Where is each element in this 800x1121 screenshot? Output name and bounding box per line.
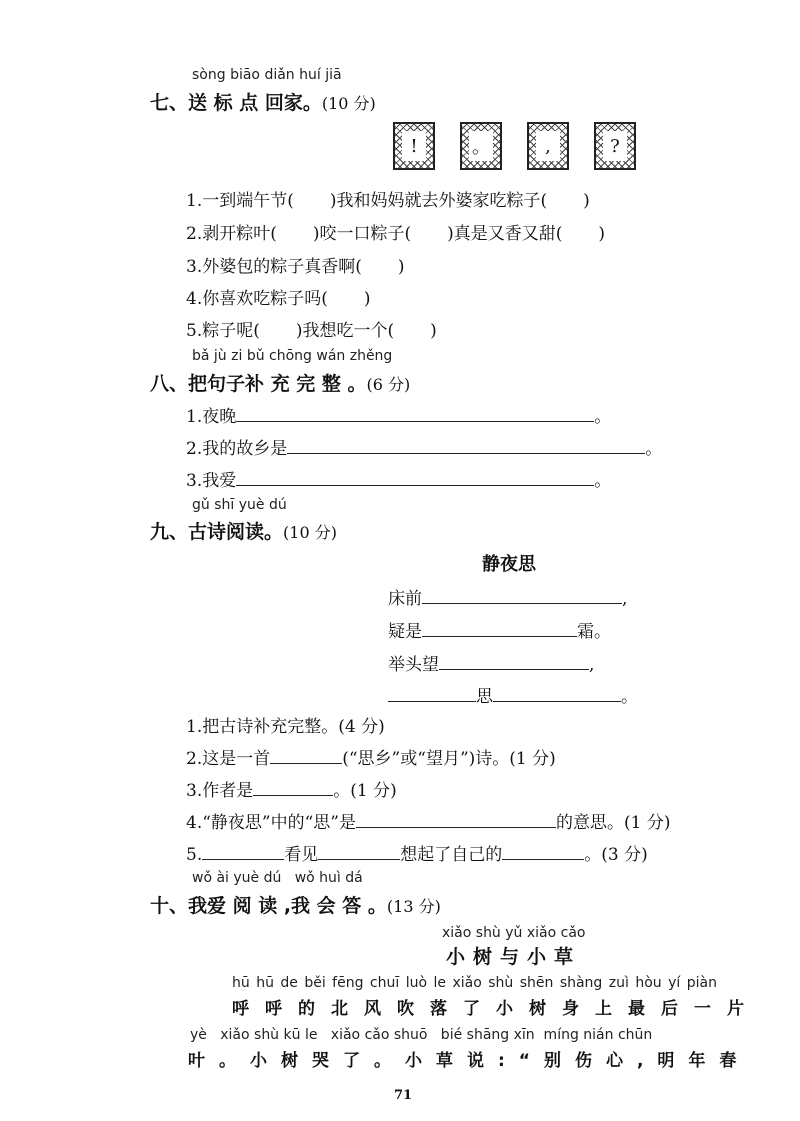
answer-line[interactable] (439, 653, 589, 670)
answer-line[interactable] (493, 685, 621, 702)
text: ) (583, 191, 590, 211)
text: 。 (594, 471, 612, 491)
text: 3.外婆包的粽子真香啊( (186, 257, 362, 277)
punct-mark: 。 (469, 131, 493, 161)
text: )我和妈妈就去外婆家吃粽子( (329, 191, 548, 211)
sec8-item-2 (186, 434, 662, 459)
text: (“思乡”或“望月”)诗。(1 分) (342, 749, 556, 769)
punct-card-exclaim[interactable] (393, 122, 435, 170)
poem-line-4 (388, 682, 638, 707)
text: 1.夜晚 (186, 407, 237, 427)
punct-mark: , (536, 131, 560, 161)
sec8-points: (6 分) (366, 375, 411, 394)
answer-line[interactable] (502, 843, 584, 860)
text: )真是又香又甜( (447, 224, 563, 244)
sec8-item-3 (186, 466, 611, 491)
story-title-pinyin: xiǎo shù yǔ xiǎo cǎo (442, 925, 586, 941)
text: 2.我的故乡是 (186, 439, 288, 459)
text: ) (397, 257, 405, 277)
text: 疑是 (388, 622, 422, 642)
text: 1.一到端午节( (186, 191, 294, 211)
punct-card-question[interactable] (594, 122, 636, 170)
answer-line[interactable] (253, 779, 333, 796)
sec7-points: (10 分) (321, 94, 376, 113)
text: )我想吃一个( (295, 321, 395, 341)
answer-line[interactable] (270, 747, 342, 764)
text: ) (430, 321, 437, 341)
text: 举头望 (388, 655, 439, 675)
sec8-heading (150, 369, 410, 396)
text: 2.剥开粽叶( (186, 224, 277, 244)
punct-mark: ? (603, 131, 627, 161)
punct-card-comma[interactable] (527, 122, 569, 170)
story-line-1: 呼呼的北风吹落了小树身上最后一片 (232, 999, 760, 1019)
sec8-title: 八、把句子补 充 完 整 。 (150, 373, 367, 395)
sec9-q4 (186, 808, 670, 833)
text: ) (598, 224, 606, 244)
sec7-heading (150, 88, 376, 115)
sec7-item-2 (186, 219, 605, 244)
text: 4.你喜欢吃粽子吗( (186, 289, 328, 309)
sec9-title: 九、古诗阅读。 (150, 521, 284, 543)
text: 的意思。(1 分) (555, 813, 671, 833)
answer-line[interactable] (236, 469, 594, 486)
punct-mark: ! (402, 131, 426, 161)
text: , (589, 655, 595, 675)
story-title: 小树与小草 (446, 946, 582, 968)
poem-line-1 (388, 584, 627, 609)
answer-line[interactable] (318, 843, 400, 860)
sec8-pinyin: bǎ jù zi bǔ chōng wán zhěng (192, 348, 393, 364)
text: 霜。 (577, 622, 611, 642)
sec7-pinyin: sòng biāo diǎn huí jiā (192, 67, 342, 83)
sec10-heading (150, 891, 441, 918)
answer-line[interactable] (422, 587, 622, 604)
answer-line[interactable] (388, 685, 476, 702)
text: 。(1 分) (333, 781, 397, 801)
poem-title: 静夜思 (482, 554, 536, 575)
answer-line[interactable] (236, 405, 594, 422)
text: 2.这是一首 (186, 749, 271, 769)
text: , (622, 589, 628, 609)
sec7-item-3 (186, 252, 405, 277)
text: 。(3 分) (584, 845, 648, 865)
sec10-title: 十、我爱 阅 读 ,我 会 答 。 (150, 895, 387, 917)
text: 5. (186, 845, 203, 865)
sec9-q5 (186, 840, 648, 865)
text: 思 (476, 687, 493, 707)
text: 看见 (284, 845, 319, 865)
sec7-item-4 (186, 284, 371, 309)
sec9-q2 (186, 744, 556, 769)
sec9-pinyin: gǔ shī yuè dú (192, 497, 287, 513)
sec9-points: (10 分) (283, 523, 337, 542)
text: 想起了自己的 (400, 845, 503, 865)
punct-card-period[interactable] (460, 122, 502, 170)
text: 床前 (388, 589, 422, 609)
sec9-heading (150, 517, 337, 544)
sec9-q3 (186, 776, 397, 801)
answer-line[interactable] (287, 437, 645, 454)
sec7-title: 七、送 标 点 回家。 (150, 92, 322, 114)
text: 5.粽子呢( (186, 321, 260, 341)
text: 。 (645, 439, 663, 459)
sec10-pinyin: wǒ ài yuè dú wǒ huì dá (192, 870, 363, 886)
text: 3.我爱 (186, 471, 237, 491)
answer-line[interactable] (422, 620, 577, 637)
sec10-points: (13 分) (386, 897, 441, 916)
text: 。 (621, 687, 638, 707)
sec7-item-5 (186, 316, 437, 341)
story-line-2-pinyin: yè xiǎo shù kū le xiǎo cǎo shuō bié shāng xīn míng nián chūn (190, 1027, 653, 1043)
poem-line-3 (388, 650, 594, 675)
text: )咬一口粽子( (312, 224, 412, 244)
answer-line[interactable] (202, 843, 284, 860)
story-line-1-pinyin: hū hū de běi fēng chuī luò le xiǎo shù shēn shàng zuì hòu yí piàn (232, 975, 717, 991)
text: 3.作者是 (186, 781, 254, 801)
story-line-2: 叶。小树哭了。小草说:“别伤心,明年春 (188, 1051, 751, 1071)
text: 4.“静夜思”中的“思”是 (186, 813, 356, 833)
sec9-q1: 1.把古诗补充完整。(4 分) (186, 717, 385, 737)
page-number: 71 (394, 1088, 413, 1103)
sec8-item-1 (186, 402, 611, 427)
sec7-item-1 (186, 186, 590, 211)
answer-line[interactable] (356, 811, 556, 828)
text: ) (363, 289, 371, 309)
text: 。 (594, 407, 612, 427)
poem-line-2 (388, 617, 611, 642)
